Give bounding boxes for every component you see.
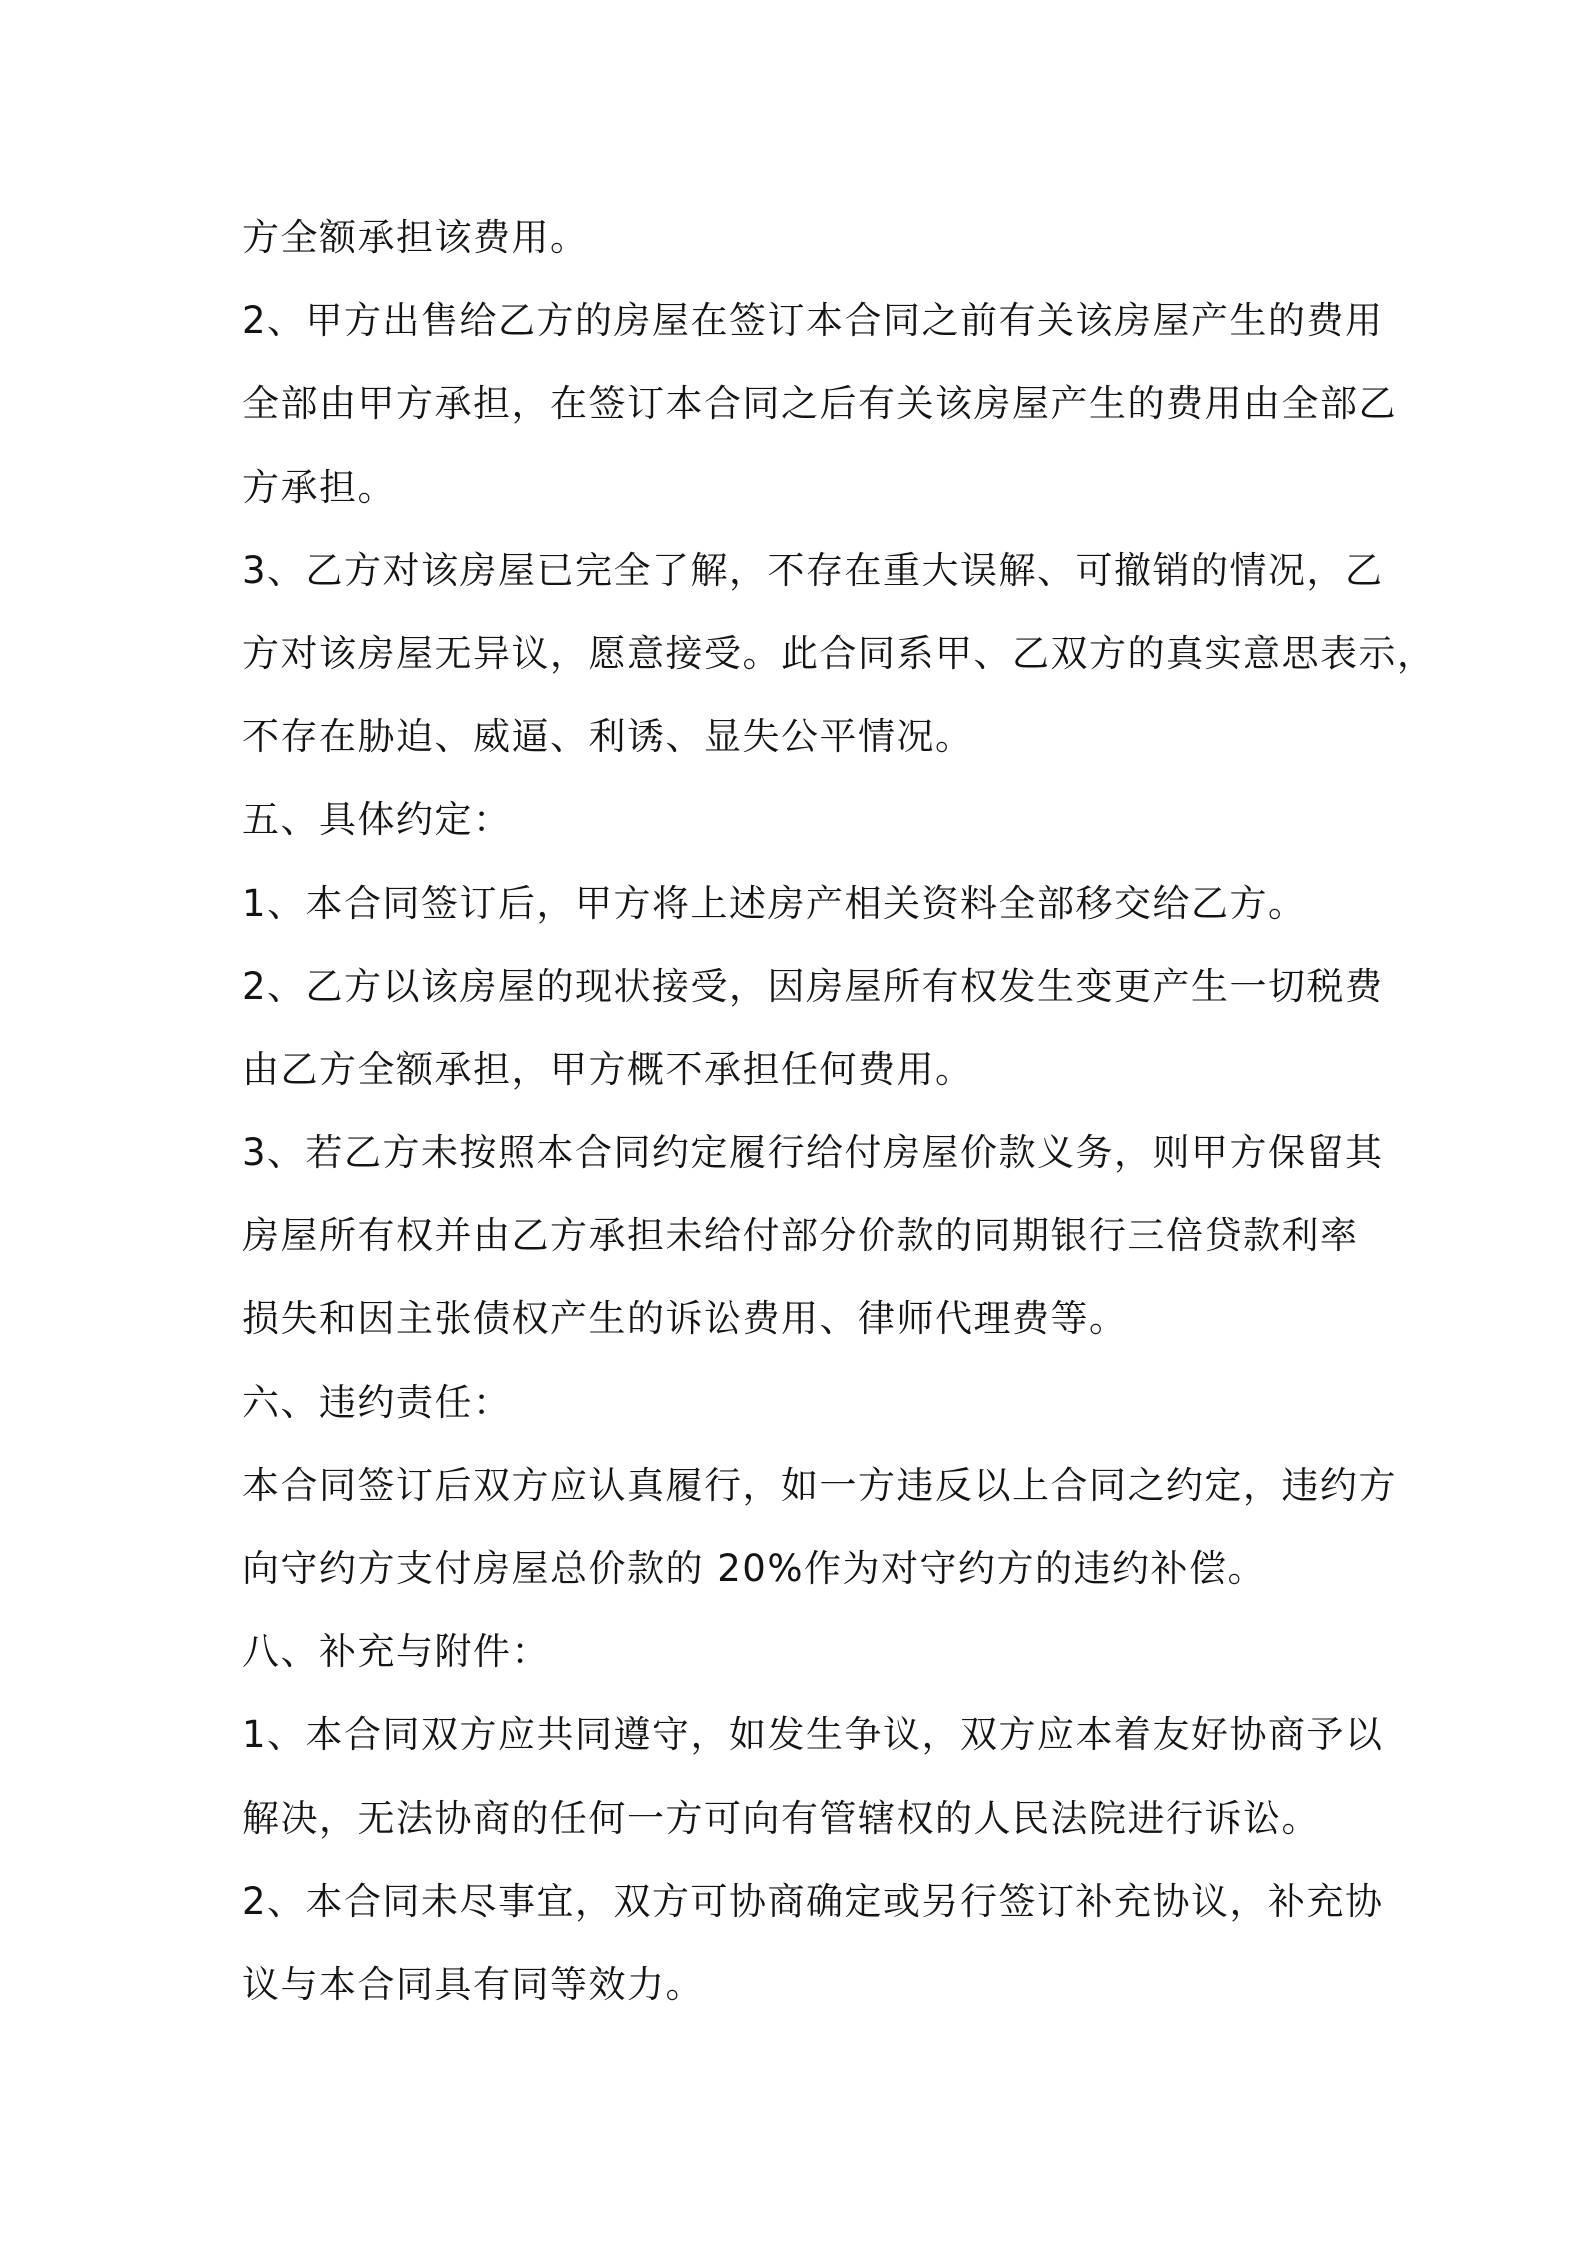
text-line: 1、本合同签订后，甲方将上述房产相关资料全部移交给乙方。 <box>242 881 1307 925</box>
text-line: 1、本合同双方应共同遵守，如发生争议，双方应本着友好协商予以 <box>242 1713 1384 1757</box>
text-line: 不存在胁迫、威逼、利诱、显失公平情况。 <box>242 715 974 759</box>
text-line: 方承担。 <box>242 465 396 509</box>
text-line: 方全额承担该费用。 <box>242 216 589 259</box>
text-line: 2、甲方出售给乙方的房屋在签订本合同之前有关该房屋产生的费用 <box>242 299 1384 343</box>
text-line: 3、若乙方未按照本合同约定履行给付房屋价款义务，则甲方保留其 <box>242 1131 1384 1175</box>
text-line: 本合同签订后双方应认真履行，如一方违反以上合同之约定，违约方 <box>242 1463 1397 1507</box>
text-line: 损失和因主张债权产生的诉讼费用、律师代理费等。 <box>242 1297 1128 1341</box>
text-line: 全部由甲方承担，在签订本合同之后有关该房屋产生的费用由全部乙 <box>242 382 1397 426</box>
section-heading: 六、违约责任： <box>242 1380 512 1424</box>
text-line: 方对该房屋无异议，愿意接受。此合同系甲、乙双方的真实意思表示， <box>242 631 1436 675</box>
text-line: 2、本合同未尽事宜，双方可协商确定或另行签订补充协议，补充协 <box>242 1879 1384 1923</box>
text-line: 3、乙方对该房屋已完全了解，不存在重大误解、可撤销的情况，乙 <box>242 548 1384 592</box>
section-heading: 五、具体约定： <box>242 798 512 842</box>
text-line: 向守约方支付房屋总价款的 20%作为对守约方的违约补偿。 <box>242 1547 1266 1590</box>
text-line: 议与本合同具有同等效力。 <box>242 1962 704 2006</box>
text-line: 2、乙方以该房屋的现状接受，因房屋所有权发生变更产生一切税费 <box>242 964 1384 1008</box>
document-body <box>242 196 1436 2026</box>
text-line: 由乙方全额承担，甲方概不承担任何费用。 <box>242 1047 974 1091</box>
section-heading: 八、补充与附件： <box>242 1630 550 1674</box>
text-line: 解决，无法协商的任何一方可向有管辖权的人民法院进行诉讼。 <box>242 1796 1320 1840</box>
text-line: 房屋所有权并由乙方承担未给付部分价款的同期银行三倍贷款利率 <box>242 1214 1359 1258</box>
